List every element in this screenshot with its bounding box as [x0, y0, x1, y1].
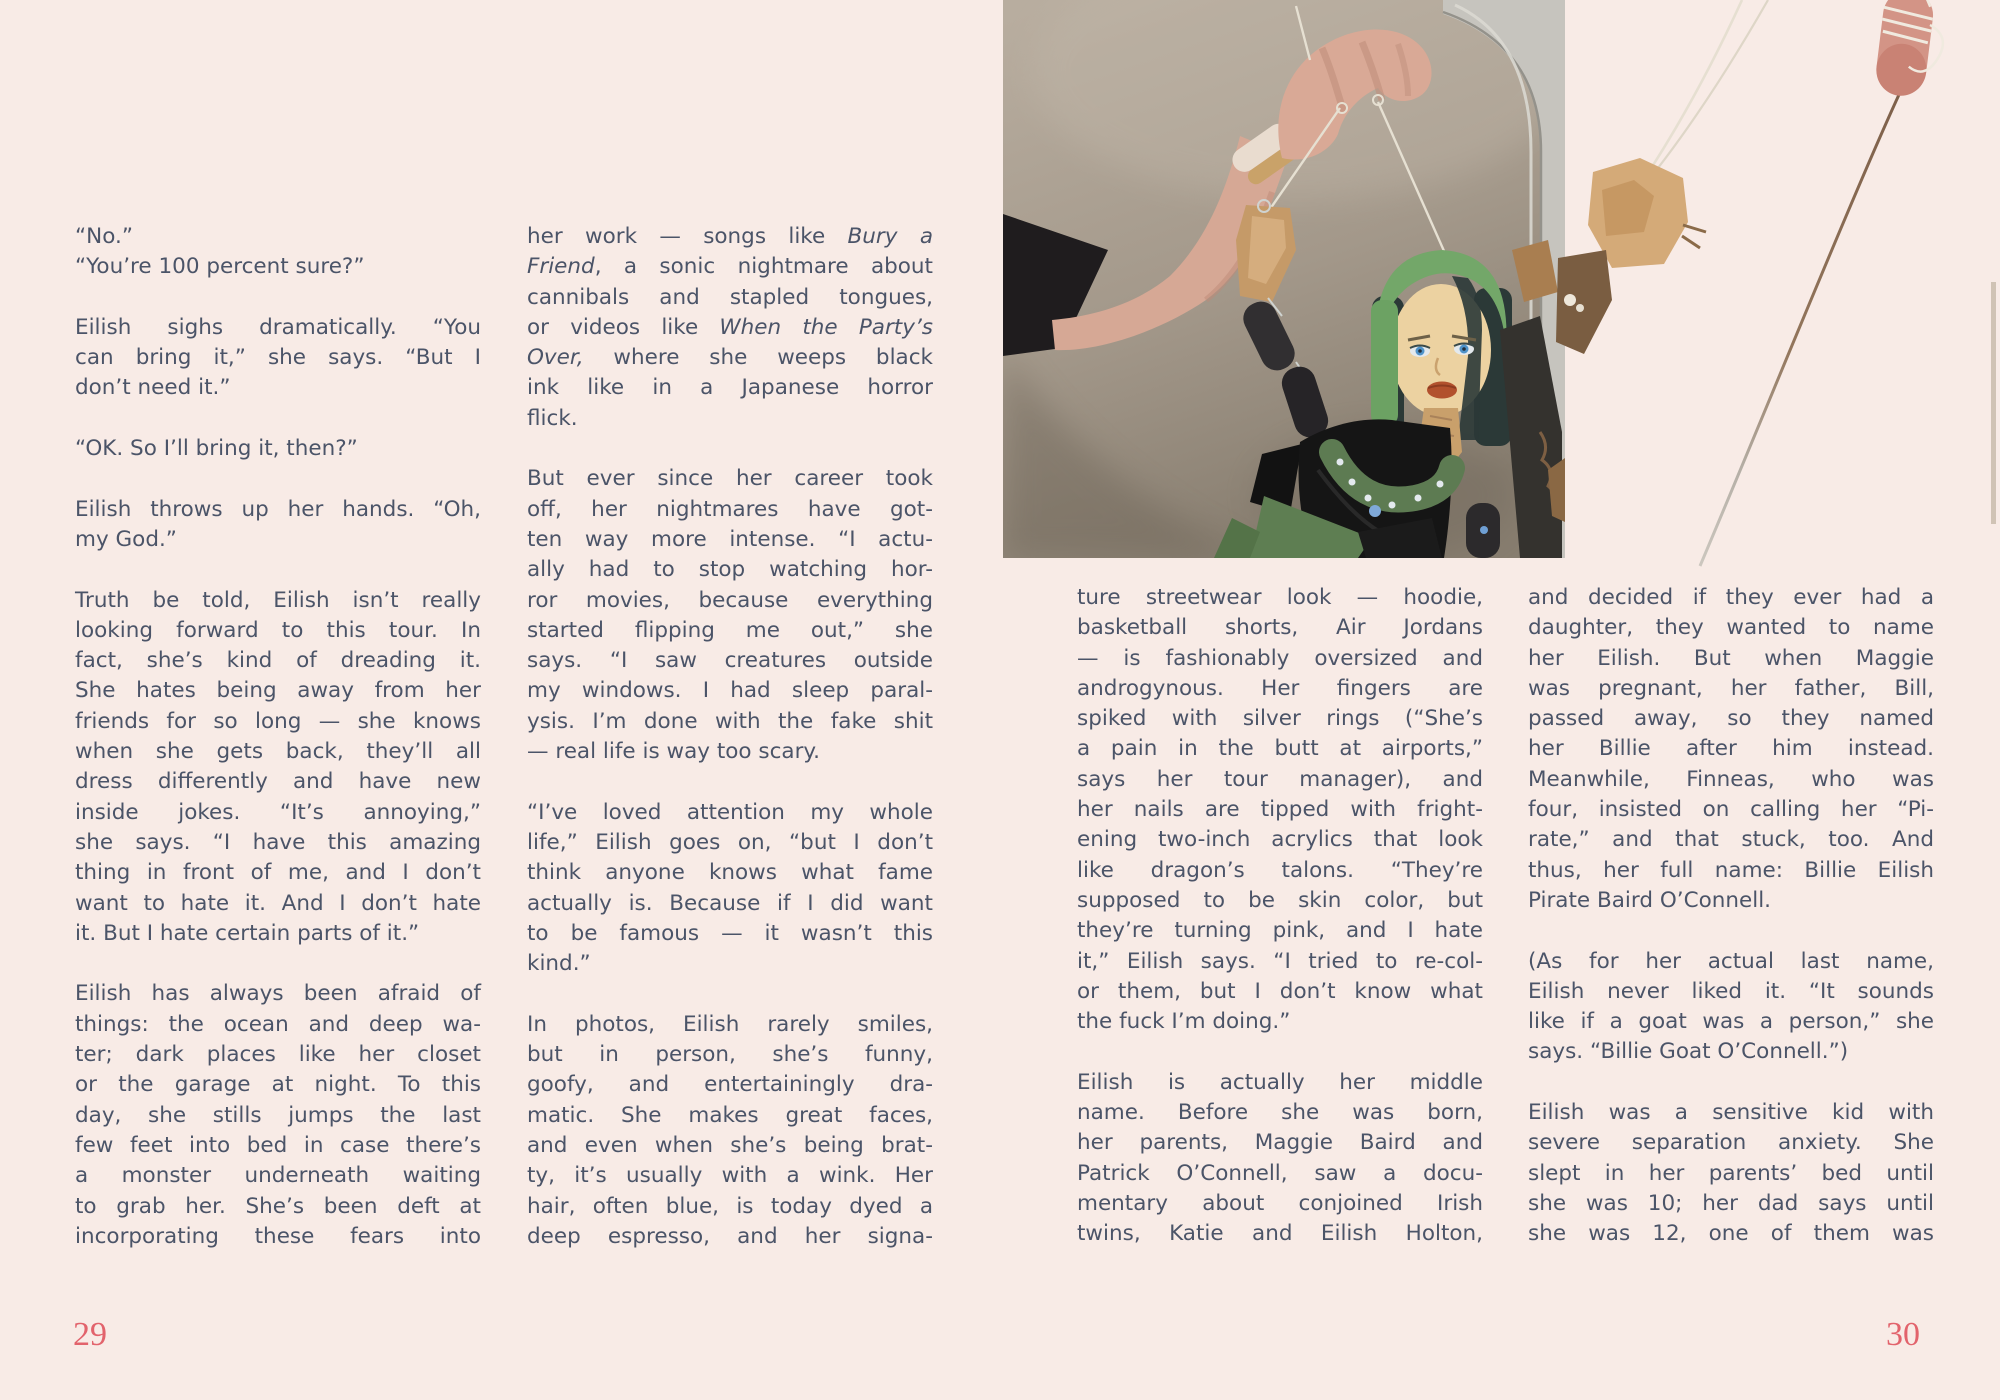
- text-line: they’re turning pink, and I hate: [1077, 918, 1483, 944]
- text-line: thus, her full name: Billie Eilish: [1528, 857, 1934, 883]
- text-line: she was 10; her dad says until: [1528, 1190, 1934, 1216]
- text-line: looking forward to this tour. In: [75, 617, 481, 643]
- paragraph: [1528, 947, 1934, 1068]
- paragraph: [1528, 1098, 1934, 1249]
- paragraph: [75, 586, 481, 950]
- page-number-right: 30: [1886, 1316, 1920, 1353]
- paragraph: [75, 313, 481, 404]
- text-line: “No.”: [75, 224, 133, 249]
- text-line: cannibals and stapled tongues,: [527, 284, 933, 310]
- text-line: twins, Katie and Eilish Holton,: [1077, 1221, 1483, 1247]
- text-line: and decided if they ever had a: [1528, 585, 1934, 610]
- text-line: “OK. So I’ll bring it, then?”: [75, 436, 358, 462]
- marionette-photo: [1000, 0, 2000, 580]
- paragraph: [75, 434, 481, 464]
- text-line: Patrick O’Connell, saw a docu-: [1077, 1160, 1483, 1186]
- paragraph: [75, 222, 481, 283]
- text-line: basketball shorts, Air Jordans: [1077, 615, 1483, 641]
- text-line: Meanwhile, Finneas, who was: [1528, 766, 1934, 792]
- text-line: daughter, they wanted to name: [1528, 615, 1934, 641]
- fingertip: [1873, 0, 1949, 100]
- text-line: slept in her parents’ bed until: [1528, 1160, 1934, 1186]
- text-line: like dragon’s talons. “They’re: [1077, 857, 1483, 883]
- text-line: Friend, a sonic nightmare about: [527, 254, 933, 280]
- text-line: her work — songs like Bury a: [527, 224, 933, 249]
- right-page-column-2: [1528, 583, 1934, 1250]
- text-line: “I’ve loved attention my whole: [527, 799, 933, 825]
- text-line: Eilish has always been afraid of: [75, 981, 481, 1007]
- text-line: — is fashionably oversized and: [1077, 645, 1483, 671]
- text-line: she says. “I have this amazing: [75, 829, 481, 855]
- text-line: her Eilish. But when Maggie: [1528, 645, 1934, 671]
- photo-frame-area: [1003, 0, 1570, 560]
- text-line: says. “Billie Goat O’Connell.”): [1528, 1039, 1849, 1065]
- text-line: ink like in a Japanese horror: [527, 375, 933, 401]
- text-line: her nails are tipped with fright-: [1077, 797, 1483, 823]
- cutout-elements: [1556, 0, 1996, 566]
- paragraph: [1528, 583, 1934, 916]
- text-line: started flipping me out,” she: [527, 617, 933, 643]
- text-line: can bring it,” she says. “But I: [75, 345, 481, 371]
- text-line: my God.”: [75, 526, 177, 552]
- text-line: want to hate it. And I don’t hate: [75, 890, 481, 916]
- text-line: (As for her actual last name,: [1528, 948, 1934, 974]
- text-line: Truth be told, Eilish isn’t really: [75, 587, 481, 613]
- text-line: she was 12, one of them was: [1528, 1221, 1934, 1247]
- text-line: rate,” and that stuck, too. And: [1528, 827, 1934, 853]
- text-line: actually is. Because if I did want: [527, 890, 933, 916]
- text-line: hair, often blue, is today dyed a: [527, 1193, 933, 1219]
- text-line: day, she stills jumps the last: [75, 1102, 481, 1128]
- text-line: her Billie after him instead.: [1528, 736, 1934, 762]
- text-line: inside jokes. “It’s annoying,”: [75, 799, 481, 825]
- text-line: but in person, she’s funny,: [527, 1042, 933, 1068]
- text-line: few feet into bed in case there’s: [75, 1132, 481, 1158]
- text-line: and even when she’s being brat-: [527, 1132, 933, 1158]
- text-line: ening two-inch acrylics that look: [1077, 827, 1483, 853]
- text-line: my windows. I had sleep paral-: [527, 678, 933, 704]
- text-line: ally had to stop watching hor-: [527, 557, 933, 583]
- paragraph: [527, 222, 933, 434]
- text-line: ture streetwear look — hoodie,: [1077, 585, 1483, 610]
- text-line: ty, it’s usually with a wink. Her: [527, 1163, 933, 1189]
- text-line: — real life is way too scary.: [527, 739, 820, 765]
- text-line: Pirate Baird O’Connell.: [1528, 887, 1771, 913]
- text-line: supposed to be skin color, but: [1077, 887, 1483, 913]
- text-line: mentary about conjoined Irish: [1077, 1190, 1483, 1216]
- text-line: passed away, so they named: [1528, 706, 1934, 732]
- text-line: thing in front of me, and I don’t: [75, 860, 481, 886]
- text-line: the fuck I’m doing.”: [1077, 1009, 1291, 1035]
- text-line: But ever since her career took: [527, 466, 933, 492]
- text-line: things: the ocean and deep wa-: [75, 1011, 481, 1037]
- text-line: Eilish throws up her hands. “Oh,: [75, 496, 481, 522]
- page-number-left: 29: [73, 1316, 107, 1353]
- text-line: four, insisted on calling her “Pi-: [1528, 797, 1934, 823]
- text-line: spiked with silver rings (“She’s: [1077, 706, 1483, 732]
- left-page-column-2: [527, 222, 933, 1252]
- text-line: dress differently and have new: [75, 769, 481, 795]
- puppet-lips: [1427, 382, 1457, 399]
- text-line: Eilish sighs dramatically. “You: [75, 314, 481, 340]
- text-line: says. “I saw creatures outside: [527, 648, 933, 674]
- paragraph: [527, 798, 933, 980]
- text-line: friends for so long — she knows: [75, 708, 481, 734]
- long-string: [1700, 86, 1903, 566]
- text-line: off, her nightmares have got-: [527, 496, 933, 522]
- string-to-stick-2: [1658, 0, 1768, 168]
- text-line: her parents, Maggie Baird and: [1077, 1130, 1483, 1156]
- text-line: ysis. I’m done with the fake shit: [527, 708, 933, 734]
- text-line: it. But I hate certain parts of it.”: [75, 920, 420, 946]
- text-line: ten way more intense. “I actu-: [527, 526, 933, 552]
- text-line: deep espresso, and her signa-: [527, 1223, 933, 1249]
- text-line: ror movies, because everything: [527, 587, 933, 613]
- text-line: think anyone knows what fame: [527, 860, 933, 886]
- string-to-stick-1: [1650, 0, 1742, 170]
- text-line: says her tour manager), and: [1077, 766, 1483, 792]
- paragraph: [527, 1010, 933, 1252]
- text-line: like if a goat was a person,” she: [1528, 1009, 1934, 1035]
- text-line: “You’re 100 percent sure?”: [75, 254, 365, 280]
- text-line: a monster underneath waiting: [75, 1163, 481, 1189]
- right-page-column-1: [1077, 583, 1483, 1250]
- text-line: Over, where she weeps black: [527, 345, 933, 371]
- text-line: or them, but I don’t know what: [1077, 978, 1483, 1004]
- text-line: or videos like When the Party’s: [527, 314, 933, 340]
- text-line: goofy, and entertainingly dra-: [527, 1072, 933, 1098]
- text-line: it,” Eilish says. “I tried to re-col-: [1077, 948, 1483, 974]
- text-line: don’t need it.”: [75, 375, 231, 401]
- text-line: was pregnant, her father, Bill,: [1528, 675, 1934, 701]
- text-line: Eilish is actually her middle: [1077, 1069, 1483, 1095]
- text-line: to grab her. She’s been deft at: [75, 1193, 481, 1219]
- text-line: flick.: [527, 405, 578, 431]
- text-line: severe separation anxiety. She: [1528, 1130, 1934, 1156]
- text-line: Eilish never liked it. “It sounds: [1528, 978, 1934, 1004]
- paragraph: [527, 464, 933, 767]
- text-line: androgynous. Her fingers are: [1077, 675, 1483, 701]
- text-line: life,” Eilish goes on, “but I don’t: [527, 829, 933, 855]
- paragraph: [75, 979, 481, 1252]
- text-line: name. Before she was born,: [1077, 1100, 1483, 1126]
- text-line: incorporating these fears into: [75, 1223, 481, 1249]
- text-line: fact, she’s kind of dreading it.: [75, 648, 481, 674]
- text-line: Eilish was a sensitive kid with: [1528, 1100, 1934, 1126]
- text-line: to be famous — it wasn’t this: [527, 920, 933, 946]
- marionette-photo-art: [1000, 0, 2000, 580]
- text-line: or the garage at night. To this: [75, 1072, 481, 1098]
- paragraph: [75, 495, 481, 556]
- hair-green-strand: [1371, 300, 1398, 426]
- text-line: when she gets back, they’ll all: [75, 739, 481, 765]
- text-line: In photos, Eilish rarely smiles,: [527, 1011, 933, 1037]
- paragraph: [1077, 1068, 1483, 1250]
- edge-sliver: [1991, 282, 1996, 524]
- text-line: She hates being away from her: [75, 678, 481, 704]
- left-page-column-1: [75, 222, 481, 1252]
- text-line: kind.”: [527, 951, 591, 977]
- text-line: a pain in the butt at airports,”: [1077, 736, 1483, 762]
- paragraph: [1077, 583, 1483, 1037]
- text-line: ter; dark places like her closet: [75, 1042, 481, 1068]
- text-line: matic. She makes great faces,: [527, 1102, 933, 1128]
